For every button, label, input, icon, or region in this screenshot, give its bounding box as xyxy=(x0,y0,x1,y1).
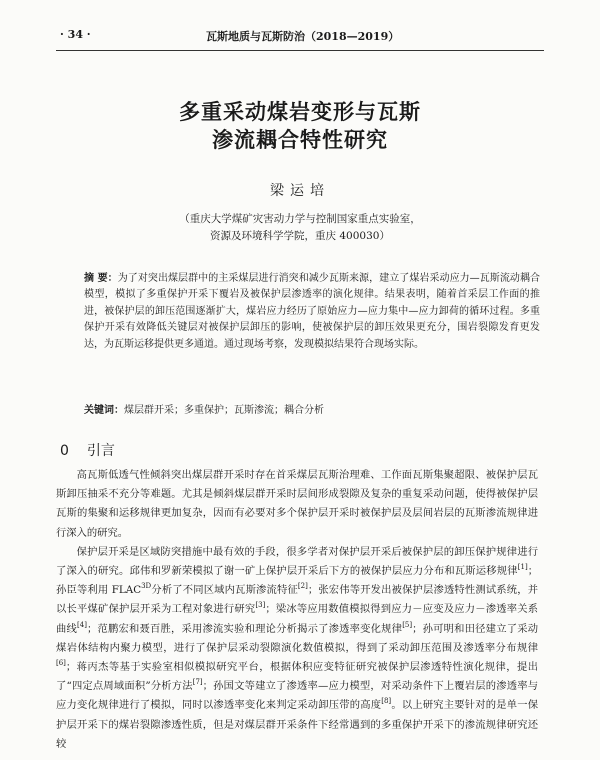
keywords xyxy=(84,403,540,419)
citation: [6] xyxy=(56,659,66,668)
citation: [3] xyxy=(255,601,266,610)
section-number: 0 xyxy=(60,443,69,459)
header-rule xyxy=(56,50,544,51)
paragraph: 保护层开采是区域防突措施中最有效的手段，很多学者对保护层开采后被保护层的卸压保护规律进行了深入的研究。邱伟和罗新荣模拟了谢一矿上保护层开采后下方的被保护层应力分布和瓦斯运移规律[1]；孙臣等利用 $FLAC^{3D}$分析了不同区域内瓦斯渗流特征[2]；张宏伟等开发出被保护层渗透特性测试系统，并以长平煤矿保护层开采为工程对象进行研究[3]；梁冰等应用数值模拟得到应力－应变及应力－渗透率关系曲线[4]；范鹏宏和聂百胜，采用渗流实验和理论分析揭示了渗透率变化规律[5]；孙可明和田径建立了采动煤岩体结构内聚力模型，进行了保护层采动裂隙演化数值模拟，得到了采动卸压范围及渗透率分布规律[6]；蒋丙杰等基于实验室相似模拟研究平台，根据体积应变特征研究被保护层渗透特性演化规律，提出了“四定点周域面积”分析方法[7]；孙国文等建立了渗透率—应力模型，对采动条件下上覆岩层的渗透率与应力变化规律进行了模拟，同时以渗透率变化来判定采动卸压带的高度[8]。以上研究主要针对的是单一保护层开采下的煤岩裂隙渗透性质，但是对煤层群开采条件下经常遇到的多重保护开采下的渗流规律研究还较 xyxy=(56,545,539,750)
abstract-label: 摘 要： xyxy=(84,273,118,284)
page-number: · 34 · xyxy=(60,28,91,41)
paragraph: 高瓦斯低透气性倾斜突出煤层群开采时存在首采煤层瓦斯治理难、工作面瓦斯集聚超限、被保护层瓦斯卸压抽采不充分等难题。尤其是倾斜煤层群开采时层间形成裂隙及复杂的重复采动问题，使得被保护层瓦斯的集聚和运移规律更加复杂，因而有必要对多个保护层开采时被保护层及层间岩层的瓦斯渗流规律进行深入的研究。 xyxy=(56,469,538,539)
affiliation-line-2: 资源及环境科学学院，重庆 400030） xyxy=(210,230,390,242)
abstract-text: 为了对突出煤层群中的主采煤层进行消突和减少瓦斯来源，建立了煤岩采动应力—瓦斯流动耦合模型，模拟了多重保护开采下覆岩及被保护层渗透率的演化规律。结果表明，随着首采层工作面的推进，被保护层的卸压范围逐渐扩大，煤岩应力经历了原始应力—应力集中—应力卸荷的循环过程。多重保护开采有效降低关键层对被保护层卸压的影响，使被保护层的卸压效果更充分，围岩裂隙发育更发达，为瓦斯运移提供更多通道。通过现场考察，发现模拟结果符合现场实际。 xyxy=(84,273,541,350)
citation: [2] xyxy=(297,582,308,591)
superscript: 3D xyxy=(141,582,152,591)
running-header xyxy=(56,28,544,46)
keywords-label: 关键词： xyxy=(84,405,124,416)
citation: [1] xyxy=(517,563,528,572)
citation: [7] xyxy=(192,678,203,687)
citation: [8] xyxy=(381,697,392,706)
abstract xyxy=(84,271,540,353)
affiliation-line-1: （重庆大学煤矿灾害动力学与控制国家重点实验室， xyxy=(179,213,421,225)
body-text xyxy=(56,466,538,754)
title-line-2: 渗流耦合特性研究 xyxy=(212,127,388,152)
citation: [5] xyxy=(402,620,413,629)
journal-title: 瓦斯地质与瓦斯防治（2018—2019） xyxy=(206,30,400,43)
section-heading xyxy=(60,440,115,460)
title-line-1: 多重采动煤岩变形与瓦斯 xyxy=(179,99,421,124)
article-title xyxy=(0,98,600,154)
keywords-text: 煤层群开采；多重保护；瓦斯渗流；耦合分析 xyxy=(124,405,324,416)
affiliation xyxy=(0,211,600,245)
citation: [4] xyxy=(77,620,87,629)
author: 梁运培 xyxy=(270,183,330,199)
section-title: 引言 xyxy=(86,443,115,459)
